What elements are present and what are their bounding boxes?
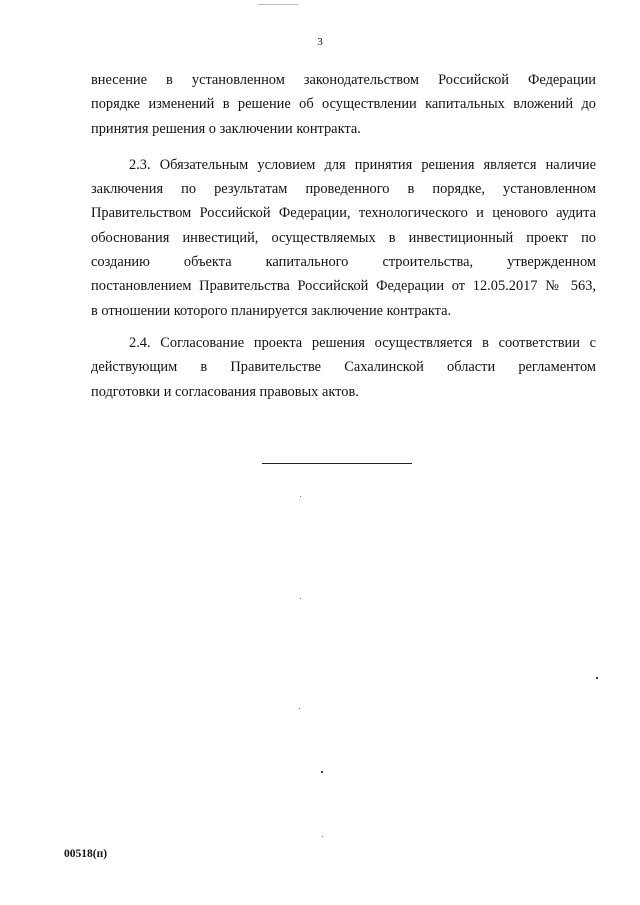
scan-speck	[321, 771, 323, 773]
document-body	[91, 68, 596, 404]
scan-speck	[300, 598, 301, 599]
paragraph-3-line-3: подготовки и согласования правовых актов.	[91, 383, 359, 400]
paragraph-3-line-2: действующим в Правительстве Сахалинской области регламентом	[91, 359, 596, 376]
paragraph-1-line-1: внесение в установленном законодательством Российской Федерации	[91, 72, 596, 88]
paragraph-2-line-6: постановлением Правительства Российской Федерации от 12.05.2017 № 563,	[91, 278, 596, 295]
scan-speck	[596, 677, 598, 679]
paragraph-2-line-2: заключения по результатам проведенного в порядке, установленном	[91, 181, 596, 198]
scan-speck	[300, 496, 301, 497]
page-number: 3	[317, 36, 323, 48]
paragraph-2-line-7: в отношении которого планируется заключение контракта.	[91, 302, 452, 319]
paragraph-2-line-3: Правительством Российской Федерации, технологического и ценового аудита	[91, 205, 596, 222]
paragraph-2-line-4: обоснования инвестиций, осуществляемых в инвестиционный проект по	[91, 229, 596, 246]
document-code: 00518(п)	[64, 848, 108, 860]
paragraph-2-line-1: 2.3. Обязательным условием для принятия решения является наличие	[129, 156, 596, 173]
scan-speck	[322, 836, 323, 837]
scan-speck	[299, 708, 300, 709]
end-divider-line	[262, 463, 412, 464]
paragraph-1-line-2: порядке изменений в решение об осуществлении капитальных вложений до	[91, 96, 596, 113]
paragraph-2-line-5: созданию объекта капитального строительства, утвержденном	[91, 254, 596, 271]
scan-speck	[258, 4, 298, 5]
paragraph-3-line-1: 2.4. Согласование проекта решения осуществляется в соответствии с	[129, 334, 596, 351]
paragraph-1-line-3: принятия решения о заключении контракта.	[91, 120, 361, 137]
